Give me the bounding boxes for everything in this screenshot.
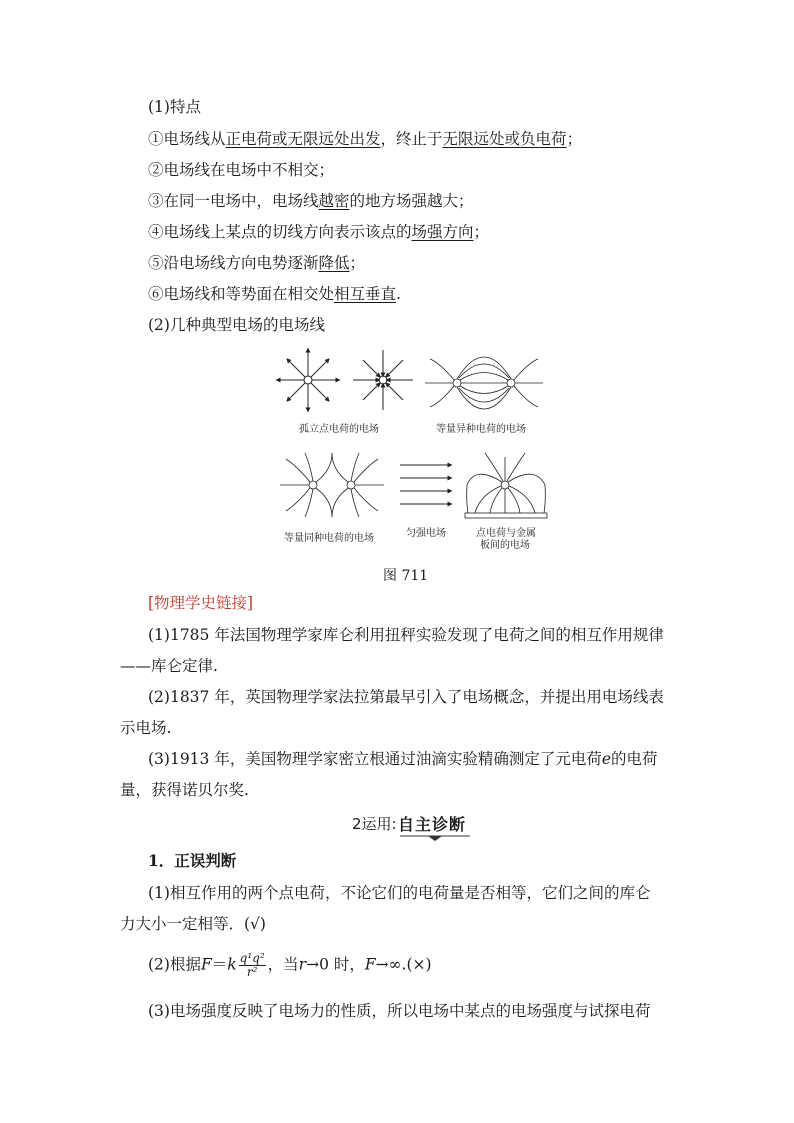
- caption-isolated-charge: 孤立点电荷的电场: [299, 424, 379, 435]
- coulomb-fraction: $\frac{\text{q¹q²}}{\text{r²}}$: [239, 951, 265, 979]
- history-p1a: (1)1785 年法国物理学家库仑利用扭秤实验发现了电荷之间的相互作用规律: [148, 626, 664, 644]
- history-p3a: (3)1913 年，美国物理学家密立根通过油滴实验精确测定了元电荷e的电荷: [148, 750, 658, 768]
- section-heading-typical-fields: (2)几种典型电场的电场线: [148, 316, 325, 334]
- judge-q1a: (1)相互作用的两个点电荷，不论它们的电荷量是否相等，它们之间的库仑: [148, 884, 651, 902]
- feature-item-4: ④电场线上某点的切线方向表示该点的场强方向；: [148, 223, 490, 241]
- charge-plate-field: [465, 453, 547, 518]
- electric-field-figure: [270, 345, 560, 555]
- history-p3d: 量，获得诺贝尔奖.: [120, 781, 249, 799]
- banner-title: 自主诊断: [398, 815, 467, 834]
- uniform-field: [400, 465, 450, 504]
- caption-uniform-field: 匀强电场: [406, 528, 446, 539]
- caption-plate-2: 板间的电场: [480, 540, 530, 551]
- caption-opposite-charges: 等量异种电荷的电场: [436, 424, 526, 435]
- judge-heading: 1．正误判断: [148, 851, 237, 870]
- caption-like-charges: 等量同种电荷的电场: [284, 533, 374, 544]
- judge-q3: (3)电场强度反映了电场力的性质，所以电场中某点的电场强度与试探电荷: [148, 1002, 651, 1020]
- banner-underline-icon: [400, 833, 470, 841]
- banner-number: 2运用:: [352, 815, 397, 833]
- feature-item-1: ①电场线从正电荷或无限远处出发，终止于无限远处或负电荷；: [148, 130, 583, 148]
- figure-title: 图 711: [383, 568, 429, 584]
- judge-q1b: 力大小一定相等．(√): [120, 915, 266, 933]
- section-heading-features: (1)特点: [148, 98, 201, 116]
- judge-q2: (2)根据F＝k $\frac{\text{q¹q²}}{\text{r²}}$ ，当r→0 时，F→∞.(×): [148, 951, 432, 979]
- feature-item-3: ③在同一电场中，电场线越密的地方场强越大；: [148, 192, 474, 210]
- caption-plate-1: 点电荷与金属: [476, 528, 536, 539]
- like-charges-field: [280, 453, 384, 517]
- feature-item-2: ②电场线在电场中不相交；: [148, 161, 335, 179]
- isolated-negative-charge: [353, 350, 413, 410]
- section-banner: [352, 812, 470, 838]
- isolated-positive-charge: [278, 350, 338, 410]
- feature-item-6: ⑥电场线和等势面在相交处相互垂直.: [148, 285, 401, 303]
- history-p2b: 示电场.: [120, 719, 172, 737]
- feature-item-5: ⑤沿电场线方向电势逐渐降低；: [148, 254, 366, 272]
- history-link-label: [物理学史链接]: [148, 594, 254, 612]
- history-p1b: ——库仑定律.: [120, 657, 218, 675]
- dipole-field: [425, 357, 543, 409]
- history-p2a: (2)1837 年，英国物理学家法拉第最早引入了电场概念，并提出用电场线表: [148, 688, 664, 706]
